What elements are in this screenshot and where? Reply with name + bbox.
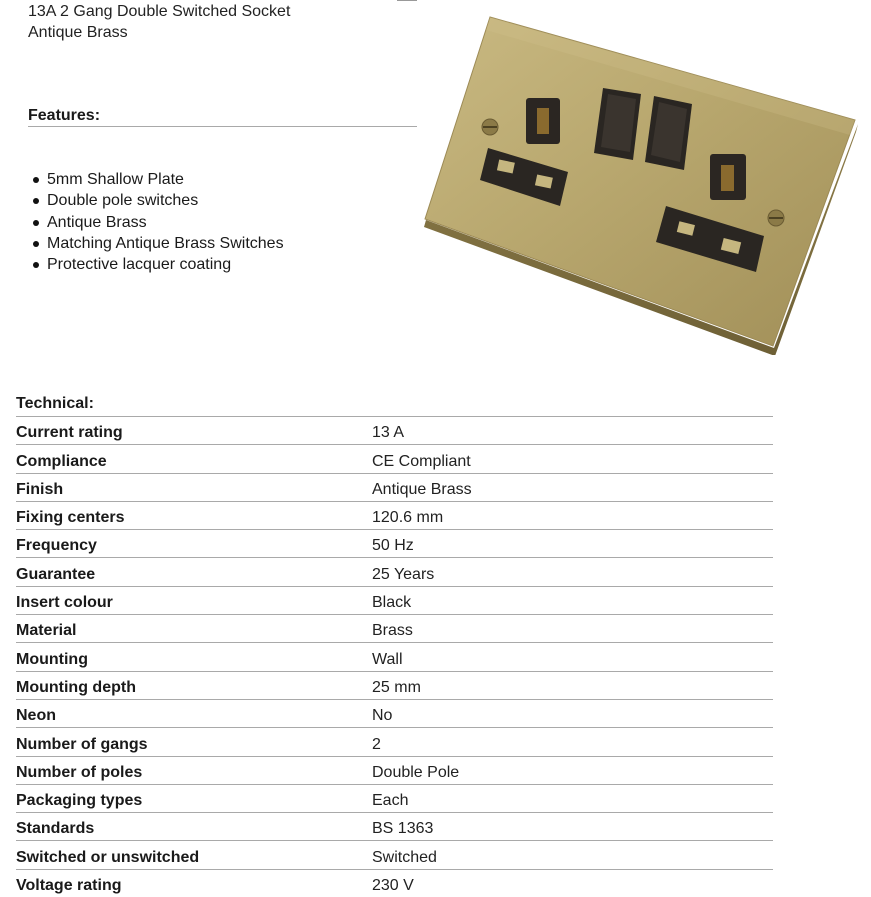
- spec-value: 25 Years: [372, 558, 773, 586]
- table-row: [16, 473, 773, 501]
- spec-value: Each: [372, 784, 773, 812]
- table-row: [16, 813, 773, 841]
- switch-left-small: [526, 98, 560, 144]
- feature-item: Matching Antique Brass Switches: [47, 233, 284, 254]
- spec-key: Frequency: [16, 530, 372, 558]
- product-title: [28, 1, 290, 43]
- feature-item: Double pole switches: [47, 190, 284, 211]
- spec-key: Insert colour: [16, 586, 372, 614]
- spec-key: Switched or unswitched: [16, 841, 372, 869]
- feature-item: Protective lacquer coating: [47, 254, 284, 275]
- product-title-line-2: Antique Brass: [28, 24, 128, 41]
- spec-key: Mounting: [16, 643, 372, 671]
- spec-value: Brass: [372, 615, 773, 643]
- table-row: [16, 445, 773, 473]
- spec-value: Antique Brass: [372, 473, 773, 501]
- technical-heading: Technical:: [16, 393, 773, 417]
- top-divider: [397, 0, 417, 1]
- screw-right: [768, 210, 784, 226]
- spec-key: Current rating: [16, 417, 372, 445]
- spec-key: Fixing centers: [16, 501, 372, 529]
- spec-value: 13 A: [372, 417, 773, 445]
- spec-key: Compliance: [16, 445, 372, 473]
- product-title-line-1: 13A 2 Gang Double Switched Socket: [28, 3, 291, 20]
- spec-key: Finish: [16, 473, 372, 501]
- spec-value: Double Pole: [372, 756, 773, 784]
- spec-value: 120.6 mm: [372, 501, 773, 529]
- spec-value: No: [372, 699, 773, 727]
- table-row: [16, 841, 773, 869]
- feature-item: Antique Brass: [47, 212, 284, 233]
- spec-key: Voltage rating: [16, 877, 122, 895]
- spec-value: 230 V: [372, 877, 414, 895]
- spec-key: Mounting depth: [16, 671, 372, 699]
- spec-key: Number of gangs: [16, 728, 372, 756]
- table-row: [16, 671, 773, 699]
- table-row: [16, 756, 773, 784]
- features-heading: Features:: [28, 107, 417, 127]
- table-row: [16, 643, 773, 671]
- spec-key: Packaging types: [16, 784, 372, 812]
- spec-key: Guarantee: [16, 558, 372, 586]
- table-row: [16, 784, 773, 812]
- table-row: [16, 869, 773, 897]
- table-row: [16, 699, 773, 727]
- features-list: [47, 169, 284, 275]
- switch-right-small: [710, 154, 746, 200]
- table-row: [16, 501, 773, 529]
- feature-item: 5mm Shallow Plate: [47, 169, 284, 190]
- screw-left: [482, 119, 498, 135]
- spec-value: BS 1363: [372, 813, 773, 841]
- table-row: [16, 530, 773, 558]
- spec-key: Material: [16, 615, 372, 643]
- table-row: [16, 558, 773, 586]
- table-row: [16, 586, 773, 614]
- product-image: [420, 10, 860, 355]
- table-row: [16, 417, 773, 445]
- spec-value: Wall: [372, 643, 773, 671]
- table-row: [16, 615, 773, 643]
- spec-key: Standards: [16, 813, 372, 841]
- spec-value: CE Compliant: [372, 445, 773, 473]
- spec-key: Neon: [16, 699, 372, 727]
- spec-key: Number of poles: [16, 756, 372, 784]
- table-row: [16, 728, 773, 756]
- spec-value: 25 mm: [372, 671, 773, 699]
- spec-value: 50 Hz: [372, 530, 773, 558]
- spec-value: Switched: [372, 841, 773, 869]
- spec-value: 2: [372, 728, 773, 756]
- technical-table: [16, 417, 773, 897]
- spec-value: Black: [372, 586, 773, 614]
